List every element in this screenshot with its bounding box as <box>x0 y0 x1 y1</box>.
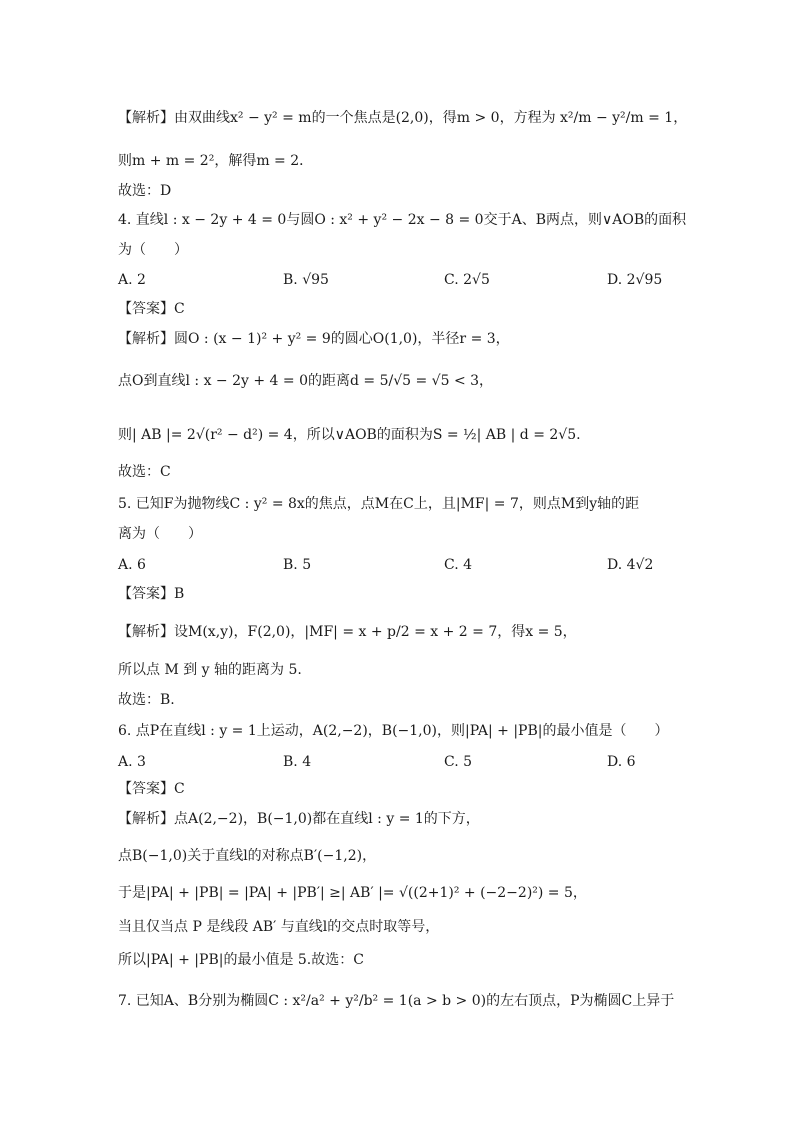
q6-answer: 【答案】C <box>118 781 185 797</box>
q6-analysis-line3: 于是|PA| + |PB| = |PA| + |PB′| ≥| AB′ |= √((2+1)² + (−2−2)²) = 5， <box>118 885 587 901</box>
q5-option-d: D. 4√2 <box>607 557 654 573</box>
q6-analysis-line2: 点B(−1,0)关于直线l的对称点B′(−1,2)， <box>118 848 377 864</box>
q6-option-c: C. 5 <box>444 754 473 770</box>
q5-option-b: B. 5 <box>283 557 312 573</box>
q7-stem-line1: 7. 已知A、B分别为椭圆C : x²/a² + y²/b² = 1(a > b > 0)的左右顶点，P为椭圆C上异于 <box>118 993 675 1009</box>
q5-option-c: C. 4 <box>444 557 473 573</box>
q4-analysis-line3: 则| AB |= 2√(r² − d²) = 4，所以∨AOB的面积为S = ½| AB | d = 2√5. <box>118 427 581 443</box>
q4-analysis-line1: 【解析】圆O : (x − 1)² + y² = 9的圆心O(1,0)，半径r = 3， <box>118 331 510 347</box>
q4-option-a: A. 2 <box>118 272 146 288</box>
q6-option-b: B. 4 <box>283 754 312 770</box>
q6-option-d: D. 6 <box>607 754 636 770</box>
q5-stem-line2: 离为（ ） <box>118 526 202 542</box>
q6-analysis-line4: 当且仅当点 P 是线段 AB′ 与直线l的交点时取等号， <box>118 919 440 935</box>
q5-analysis-line2: 所以点 M 到 y 轴的距离为 5. <box>118 662 302 678</box>
q4-stem-line2: 为（ ） <box>118 242 188 258</box>
q3-analysis-line2: 则m + m = 2²，解得m = 2． <box>118 153 314 169</box>
q4-answer: 【答案】C <box>118 301 185 317</box>
q4-option-c: C. 2√5 <box>444 272 490 288</box>
q5-answer: 【答案】B <box>118 586 185 602</box>
q4-option-d: D. 2√95 <box>607 272 663 288</box>
q6-analysis-line1: 【解析】点A(2,−2)，B(−1,0)都在直线l : y = 1的下方， <box>118 811 480 827</box>
q3-choice: 故选：D <box>118 183 172 199</box>
q4-choice: 故选：C <box>118 464 171 480</box>
q4-option-b: B. √95 <box>283 272 329 288</box>
q6-analysis-line5: 所以|PA| + |PB|的最小值是 5.故选：C <box>118 952 364 968</box>
q5-analysis-line1: 【解析】设M(x,y)，F(2,0)，|MF| = x + p/2 = x + 2 = 7，得x = 5， <box>118 624 577 640</box>
q5-stem-line1: 5. 已知F为抛物线C : y² = 8x的焦点，点M在C上，且|MF| = 7，则点M到y轴的距 <box>118 496 640 512</box>
q6-option-a: A. 3 <box>118 754 146 770</box>
q5-choice: 故选：B. <box>118 692 175 708</box>
q6-stem: 6. 点P在直线l : y = 1上运动，A(2,−2)，B(−1,0)，则|PA| + |PB|的最小值是（ ） <box>118 723 669 739</box>
q5-option-a: A. 6 <box>118 557 146 573</box>
q4-stem-line1: 4. 直线l : x − 2y + 4 = 0与圆O : x² + y² − 2x − 8 = 0交于A、B两点，则∨AOB的面积 <box>118 212 687 228</box>
q4-analysis-line2: 点O到直线l : x − 2y + 4 = 0的距离d = 5/√5 = √5 < 3， <box>118 373 494 389</box>
q3-analysis-line1: 【解析】由双曲线x² − y² = m的一个焦点是(2,0)，得m > 0，方程为 x²/m − y²/m = 1， <box>118 110 688 126</box>
